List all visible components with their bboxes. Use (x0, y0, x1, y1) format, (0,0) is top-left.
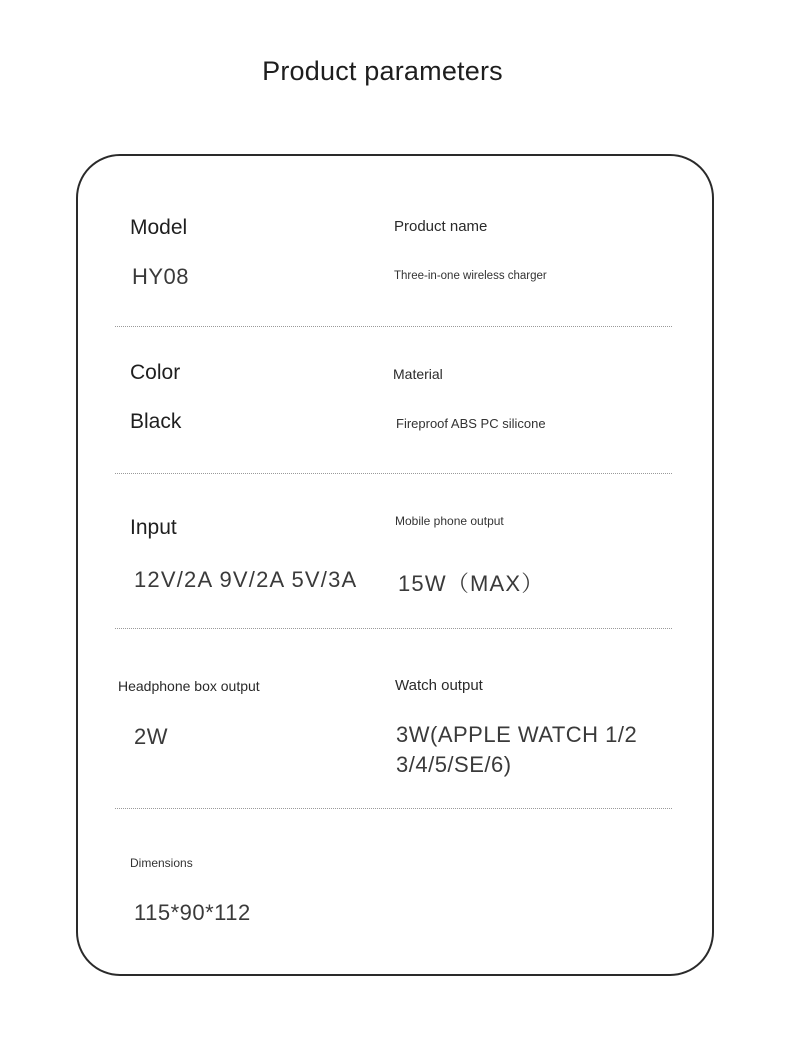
headphone-output-label: Headphone box output (118, 678, 260, 694)
dimensions-label: Dimensions (130, 856, 193, 870)
divider (115, 808, 672, 809)
input-value: 12V/2A 9V/2A 5V/3A (134, 567, 358, 592)
material-label: Material (393, 366, 443, 382)
page-title: Product parameters (262, 56, 503, 86)
mobile-output-label: Mobile phone output (395, 514, 504, 528)
product-name-value: Three-in-one wireless charger (394, 270, 547, 282)
model-value: HY08 (132, 264, 190, 289)
material-value: Fireproof ABS PC silicone (396, 416, 546, 431)
divider (115, 628, 672, 629)
divider (115, 326, 672, 327)
divider (115, 473, 672, 474)
input-label: Input (130, 516, 177, 539)
product-name-label: Product name (394, 218, 488, 235)
headphone-output-value: 2W (134, 724, 168, 749)
color-label: Color (130, 361, 181, 384)
model-label: Model (130, 216, 188, 239)
watch-output-value: 3W(APPLE WATCH 1/2 3/4/5/SE/6) (396, 722, 638, 777)
color-value: Black (130, 410, 182, 433)
watch-output-label: Watch output (395, 677, 483, 694)
mobile-output-value: 15W（MAX） (398, 571, 545, 596)
dimensions-value: 115*90*112 (134, 900, 251, 925)
